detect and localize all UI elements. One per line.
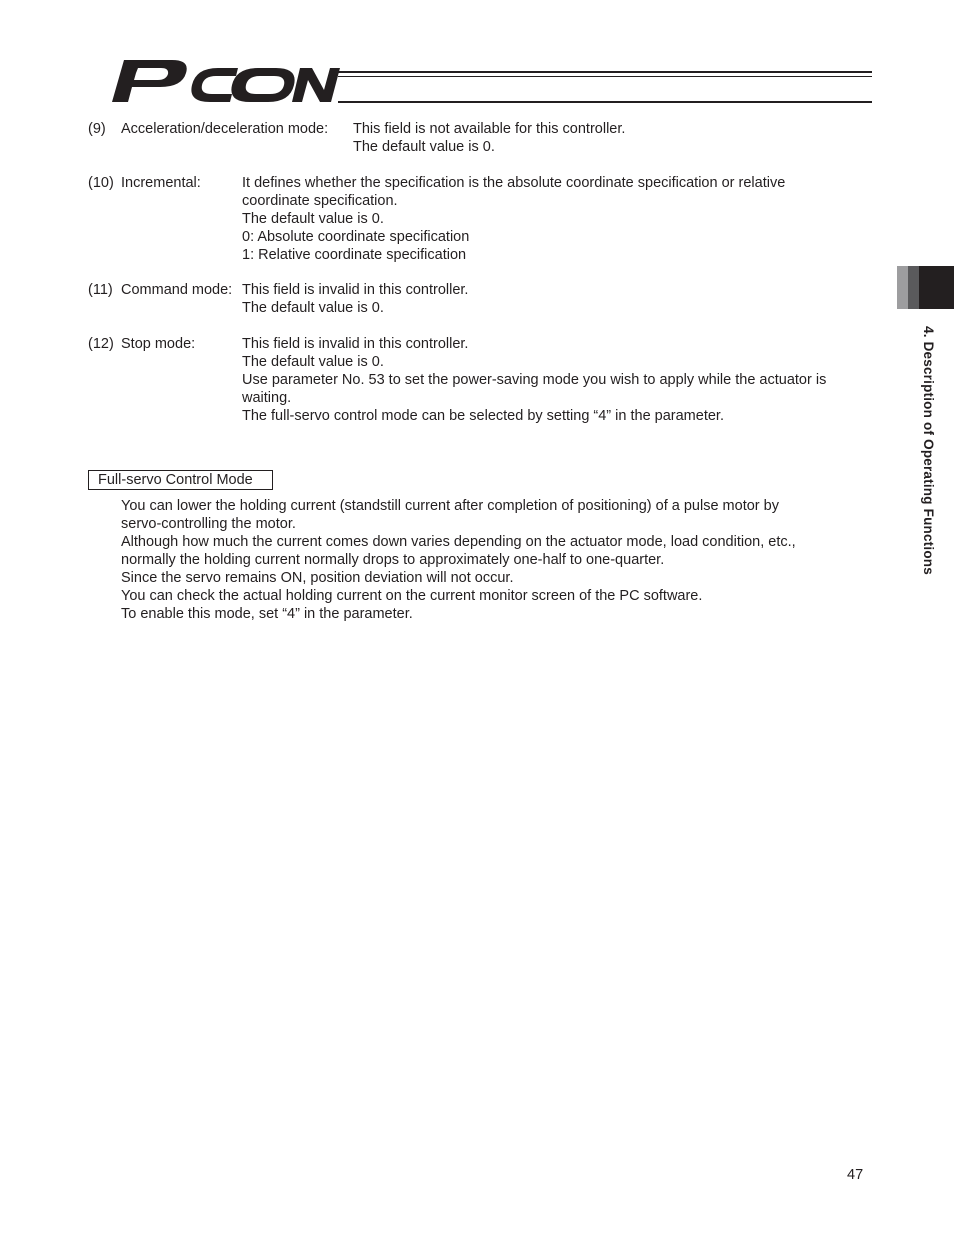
item-10-label: Incremental: xyxy=(121,175,201,191)
chapter-side-label: 4. Description of Operating Functions xyxy=(921,326,936,575)
full-servo-heading-box: Full-servo Control Mode xyxy=(88,470,273,490)
chapter-tab-dark xyxy=(919,266,954,309)
header-rule-top xyxy=(338,71,872,73)
item-10-line: 0: Absolute coordinate specification xyxy=(242,229,470,245)
full-servo-line: servo-controlling the motor. xyxy=(121,516,296,532)
item-11-description xyxy=(242,281,468,317)
item-12-number: (12) xyxy=(88,336,114,352)
item-12-line: The default value is 0. xyxy=(242,354,384,370)
page-number: 47 xyxy=(847,1167,864,1183)
item-12-label: Stop mode: xyxy=(121,336,196,352)
full-servo-line: To enable this mode, set “4” in the parameter. xyxy=(121,606,413,622)
item-9-line: This field is not available for this controller. xyxy=(353,121,626,137)
chapter-tab-light xyxy=(897,266,908,309)
full-servo-line: You can lower the holding current (standstill current after completion of positioning) of a pulse motor by xyxy=(121,498,779,514)
item-11-line: This field is invalid in this controller. xyxy=(242,282,469,298)
item-10-line: It defines whether the specification is the absolute coordinate specification or relative xyxy=(242,175,786,191)
item-12-line: Use parameter No. 53 to set the power-saving mode you wish to apply while the actuator is xyxy=(242,372,827,388)
item-9-number: (9) xyxy=(88,121,106,137)
full-servo-paragraph xyxy=(121,497,861,623)
item-10-line: 1: Relative coordinate specification xyxy=(242,247,467,263)
header-rule-mid xyxy=(338,76,872,77)
item-9-line: The default value is 0. xyxy=(353,139,495,155)
item-9-description xyxy=(353,120,625,156)
full-servo-line: Since the servo remains ON, position deviation will not occur. xyxy=(121,570,514,586)
item-11-label: Command mode: xyxy=(121,282,233,298)
item-11-line: The default value is 0. xyxy=(242,300,384,316)
item-12-description xyxy=(242,335,826,425)
item-10-description xyxy=(242,174,785,264)
chapter-tab-mid xyxy=(908,266,919,309)
item-10-line: coordinate specification. xyxy=(242,193,398,209)
full-servo-line: normally the holding current normally drops to approximately one-half to one-quarter. xyxy=(121,552,665,568)
item-12-line: waiting. xyxy=(242,390,292,406)
item-9-label: Acceleration/deceleration mode: xyxy=(121,121,329,137)
item-11-number: (11) xyxy=(88,282,113,298)
item-12-line: This field is invalid in this controller. xyxy=(242,336,469,352)
full-servo-line: Although how much the current comes down varies depending on the actuator mode, load condition, etc., xyxy=(121,534,796,550)
full-servo-line: You can check the actual holding current on the current monitor screen of the PC software. xyxy=(121,588,703,604)
pcon-logo xyxy=(100,56,340,106)
header-rule-bottom xyxy=(338,101,872,103)
item-10-number: (10) xyxy=(88,175,114,191)
item-10-line: The default value is 0. xyxy=(242,211,384,227)
item-12-line: The full-servo control mode can be selected by setting “4” in the parameter. xyxy=(242,408,724,424)
